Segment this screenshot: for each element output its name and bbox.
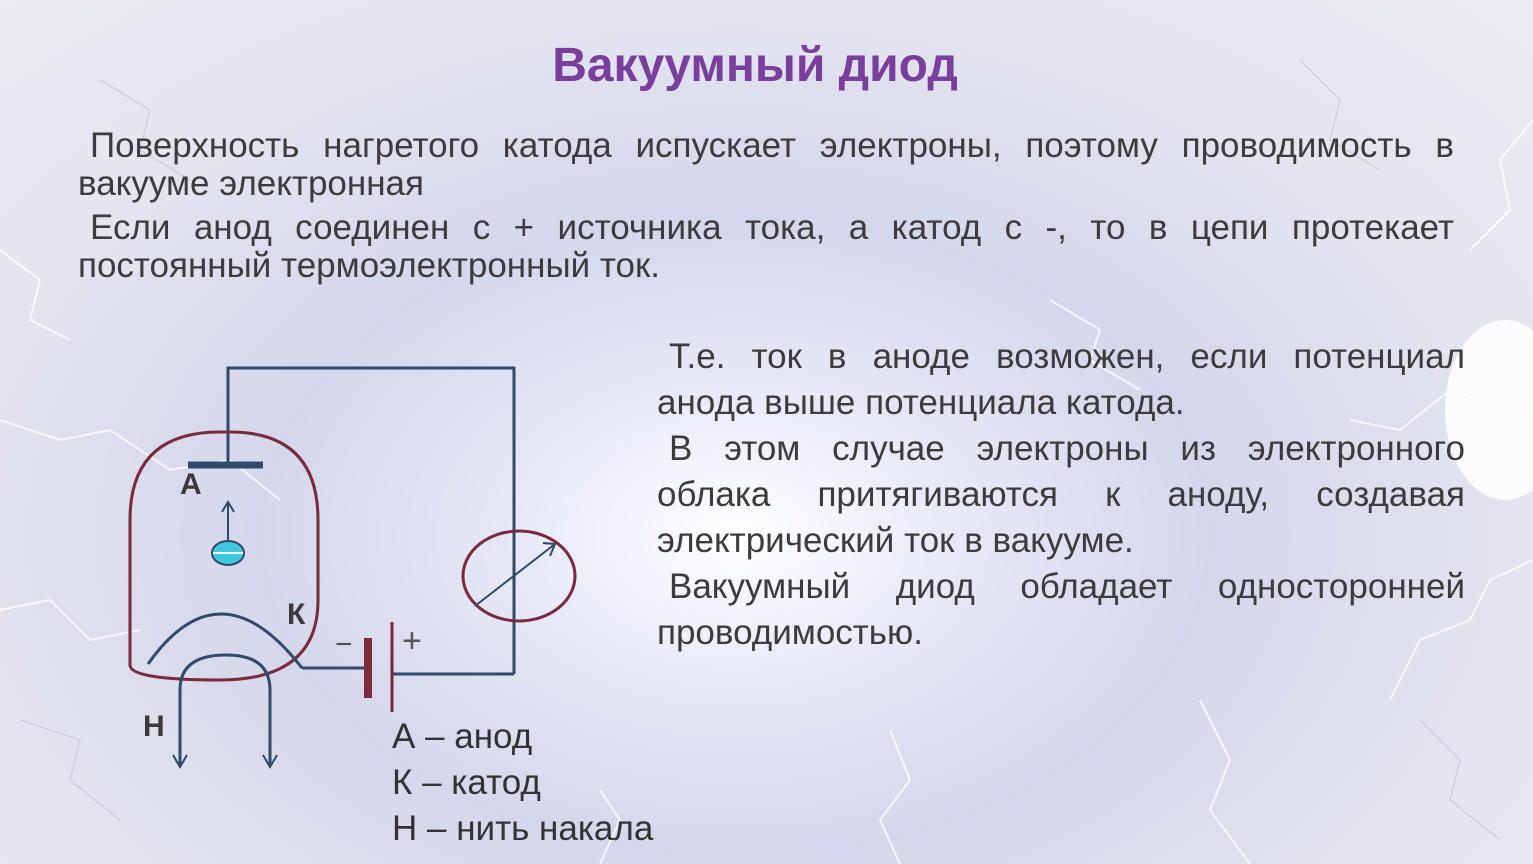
battery-minus-label: − (335, 628, 353, 661)
cathode (148, 614, 302, 668)
anode-label: А (180, 468, 202, 501)
ammeter (463, 531, 575, 621)
diagram-legend (392, 714, 653, 852)
wire-anode (228, 368, 514, 674)
legend-filament: Н – нить накала (392, 809, 654, 848)
paragraph-current: Если анод соединен с + источника тока, а катод с -, то в цепи протекает постоянный термоэлектронный ток. (78, 208, 1454, 285)
explanation-potential: Т.е. ток в аноде возможен, если потенциал анода выше потенциала катода. (657, 337, 1465, 422)
page-title: Вакуумный диод (552, 39, 958, 92)
explanation-electrons: В этом случае электроны из электронного облака притягиваются к аноду, создавая электрический ток в вакууме. (657, 429, 1465, 560)
filament-label: Н (143, 710, 165, 743)
paragraph-emission: Поверхность нагретого катода испускает электроны, поэтому проводимость в вакууме электронная (78, 126, 1454, 203)
battery-plus-label: + (402, 622, 422, 660)
legend-anode: А – анод (392, 717, 533, 756)
explanation-block (657, 334, 1465, 656)
legend-cathode: К – катод (392, 763, 541, 802)
filament (180, 655, 270, 765)
explanation-conductivity: Вакуумный диод обладает односторонней проводимостью. (657, 567, 1465, 652)
cathode-label: К (287, 598, 306, 631)
